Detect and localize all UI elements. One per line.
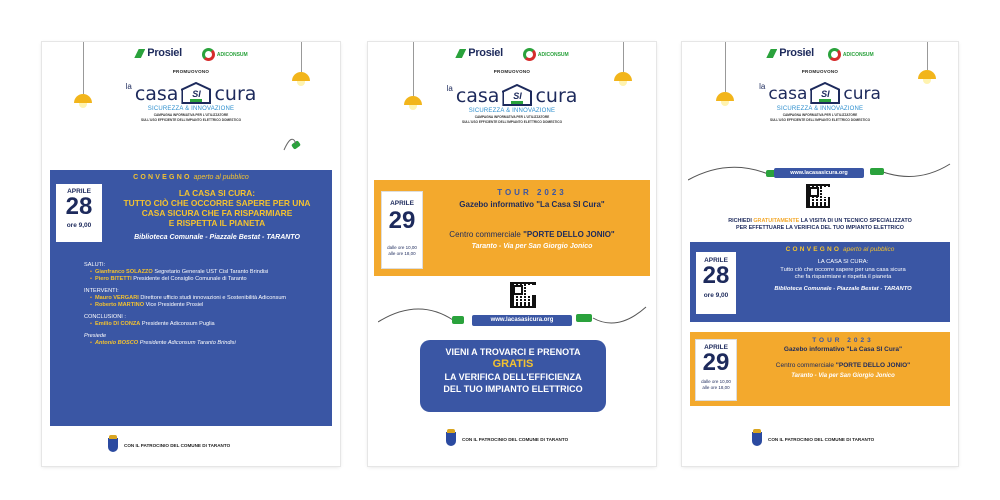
prosiel-mark-icon: [766, 49, 777, 58]
prosiel-logo: Prosiel: [134, 48, 182, 59]
adiconsum-logo: ADICONSUM: [202, 48, 248, 61]
adiconsum-mark-icon: [202, 48, 215, 61]
taranto-crest-icon: [108, 438, 118, 452]
patrocinio: CON IL PATROCINIO DEL COMUNE DI TARANTO: [42, 438, 340, 452]
prosiel-logo: Prosiel: [455, 48, 503, 59]
brand-logo: la casa SI cura SICUREZZA & INNOVAZIONE CAMPAGNA INFORMATIVA PER L'UTILIZZATORE SULL'USO EFFICIENTE DELL'IMPIANTO ELETTRICO DOMESTICO: [42, 82, 340, 122]
brand-logo: la casa SI cura SICUREZZA & INNOVAZIONE CAMPAGNA INFORMATIVA PER L'UTILIZZATORE SULL'USO EFFICIENTE DELL'IMPIANTO ELETTRICO DOMESTICO: [368, 84, 656, 124]
website-link[interactable]: www.lacasasicura.org: [774, 168, 864, 178]
convegno-panel: [50, 170, 332, 426]
tour-title: TOUR 2023: [812, 337, 874, 344]
cta-banner: VIENI A TROVARCI E PRENOTA GRATIS LA VERIFICA DELL'EFFICIENZA DEL TUO IMPIANTO ELETTRICO: [420, 340, 606, 412]
brand-logo: la casa SI cura SICUREZZA & INNOVAZIONE CAMPAGNA INFORMATIVA PER L'UTILIZZATORE SULL'USO EFFICIENTE DELL'IMPIANTO ELETTRICO DOMESTICO: [682, 82, 958, 122]
venue: Biblioteca Comunale - Piazzale Bestat - TARANTO: [774, 286, 912, 292]
house-icon: SI: [502, 84, 532, 106]
patrocinio: CON IL PATROCINIO DEL COMUNE DI TARANTO: [682, 432, 958, 446]
qr-code: [806, 184, 830, 208]
adiconsum-mark-icon: [523, 48, 536, 61]
poster-tour: [368, 42, 656, 466]
gazebo-title: Gazebo informativo "La Casa SI Cura": [459, 200, 605, 209]
patrocinio: CON IL PATROCINIO DEL COMUNE DI TARANTO: [368, 432, 656, 446]
tour-title: TOUR 2023: [497, 188, 567, 197]
prosiel-mark-icon: [455, 49, 466, 58]
brand-tagline: SICUREZZA & INNOVAZIONE: [776, 106, 864, 112]
tour-address: Taranto - Via per San Giorgio Jonico: [791, 373, 895, 379]
brand-tagline: SICUREZZA & INNOVAZIONE: [468, 108, 556, 114]
house-icon: SI: [810, 82, 840, 104]
date-card: APRILE 28 ore 9,00: [56, 184, 102, 242]
date-card: APRILE 29 dalle ore 10,00 alle ore 18,00: [382, 192, 422, 268]
website-link[interactable]: www.lacasasicura.org: [472, 315, 572, 326]
request-visit-text: RICHIEDI GRATUITAMENTE LA VISITA DI UN TECNICO SPECIALIZZATO PER EFFETTUARE LA VERIFICA DEL TUO IMPIANTO ELETTRICO: [728, 218, 912, 231]
venue: Biblioteca Comunale - Piazzale Bestat - TARANTO: [134, 234, 300, 241]
promuovono-label: PROMUOVONO: [493, 69, 531, 74]
poster-convegno: [42, 42, 340, 466]
tour-address: Taranto - Via per San Giorgio Jonico: [471, 243, 593, 250]
date-card: APRILE 28 ore 9,00: [696, 252, 736, 314]
house-icon: SI: [181, 82, 211, 104]
plug-cable-icon: [378, 292, 648, 332]
adiconsum-logo: ADICONSUM: [828, 48, 874, 61]
taranto-crest-icon: [752, 432, 762, 446]
adiconsum-logo: ADICONSUM: [523, 48, 569, 61]
tour-place: Centro commerciale "PORTE DELLO JONIO": [775, 362, 911, 369]
poster-combined: [682, 42, 958, 466]
gazebo-title: Gazebo informativo "La Casa SI Cura": [783, 346, 903, 353]
adiconsum-mark-icon: [828, 48, 841, 61]
lamp-icon: [292, 42, 310, 86]
convegno-title: LA CASA SI CURA: TUTTO CIÒ CHE OCCORRE SAPERE PER UNA CASA SICURA CHE FA RISPARMIARE E RISPETTA IL PIANETA: [123, 188, 311, 228]
convegno-label: CONVEGNO aperto al pubblico: [133, 174, 249, 181]
convegno-label: CONVEGNO aperto al pubblico: [785, 246, 895, 253]
brand-tagline: SICUREZZA & INNOVAZIONE: [147, 106, 235, 112]
taranto-crest-icon: [446, 432, 456, 446]
lamp-icon: [918, 42, 936, 84]
prosiel-logo: Prosiel: [766, 48, 814, 59]
convegno-title: LA CASA SI CURA: Tutto ciò che occorre sapere per una casa sicura che fa risparmiare e rispetta il pianeta: [780, 259, 906, 280]
promuovono-label: PROMUOVONO: [172, 69, 210, 74]
speakers-list: SALUTI: • Gianfranco SOLAZZO Segretario Generale UST Cisl Taranto Brindisi • Piero BITETTI Presidente del Consiglio Comunale di Taranto INTERVENTI: • Mauro VERGARI Direttore ufficio studi innovazioni e Sostenibilità Adiconsum • Roberto MARTINO Vice Presidente Prosiel CONCLUSIONI : • Emilio DI CONZA Presidente Adiconsum Puglia Presiede • Antonio BOSCO Presidente Adiconsum Taranto Brindisi: [84, 262, 287, 346]
convegno-panel: [690, 242, 950, 322]
tour-place: Centro commerciale "PORTE DELLO JONIO": [449, 230, 615, 239]
prosiel-mark-icon: [134, 49, 145, 58]
promuovono-label: PROMUOVONO: [801, 69, 839, 74]
date-card: APRILE 29 dalle ore 10,00 alle ore 18,00: [696, 340, 736, 400]
lamp-icon: [614, 42, 632, 86]
